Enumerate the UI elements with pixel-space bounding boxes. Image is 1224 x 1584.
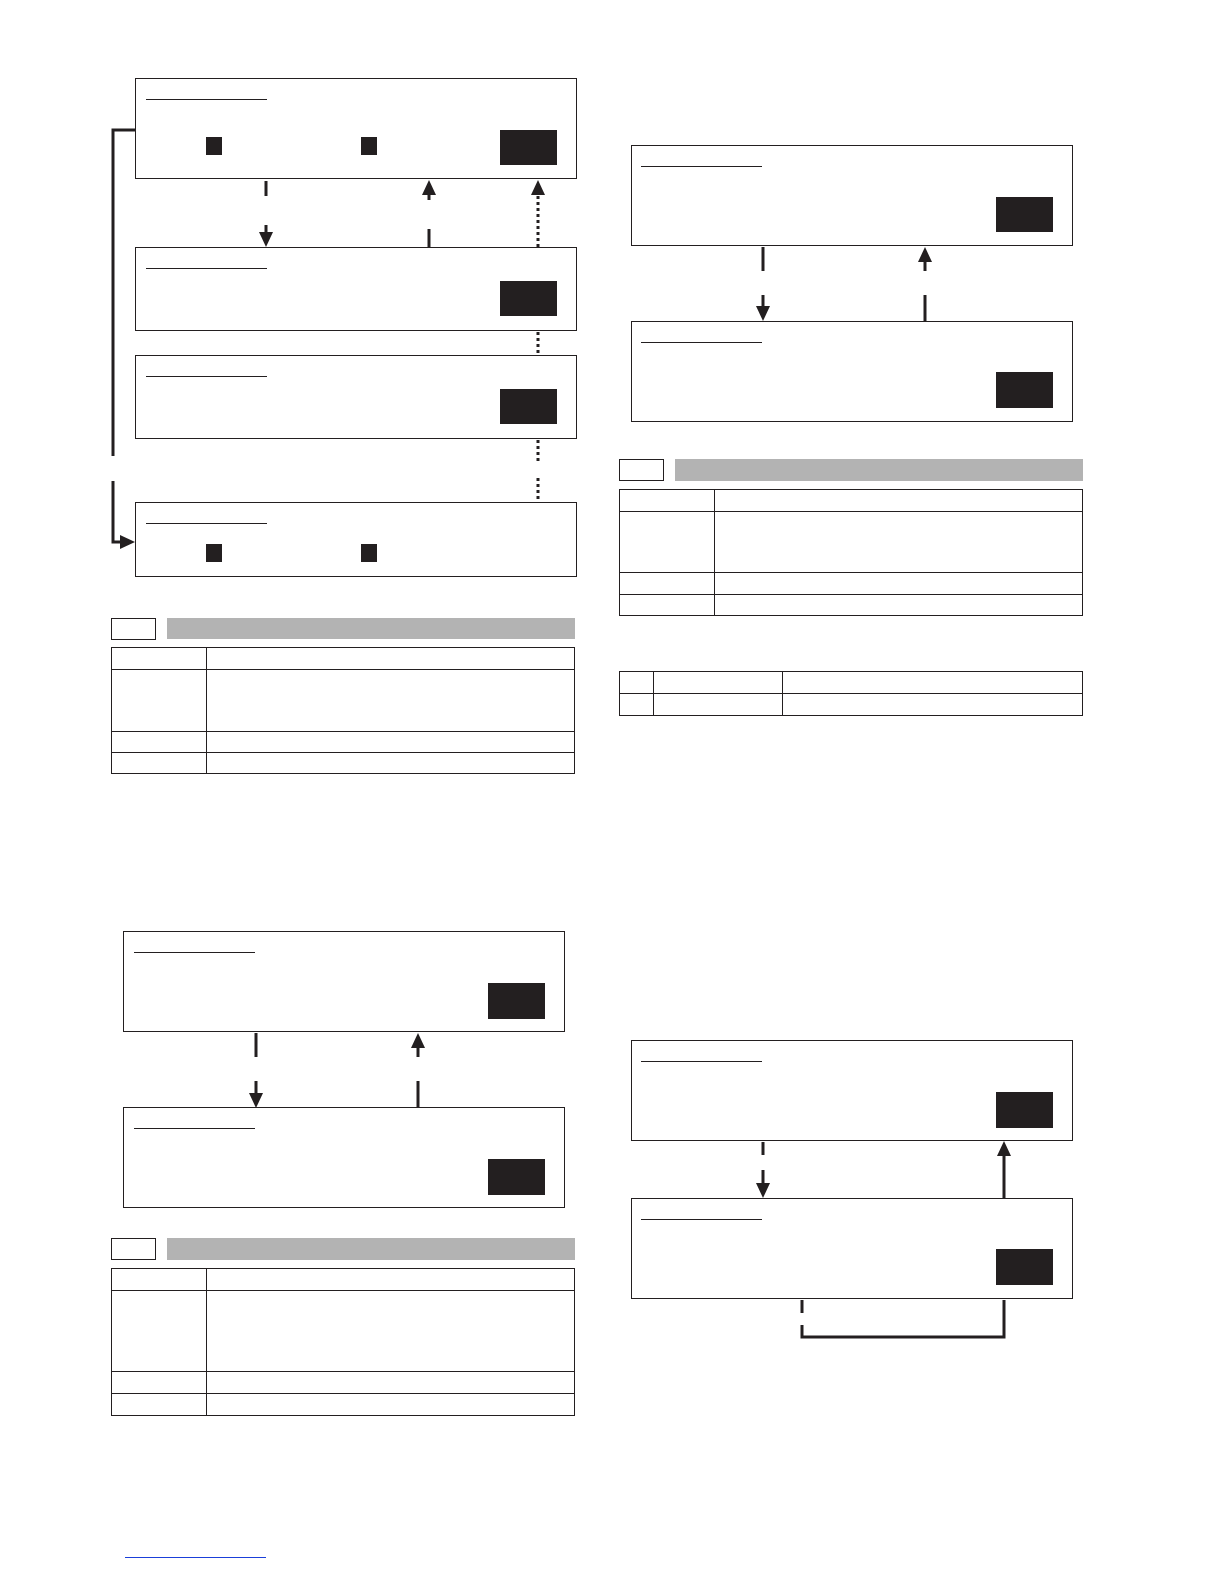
arrow-head-down: [259, 232, 273, 247]
arrow-head-up: [411, 1033, 425, 1048]
arrow-head-up: [422, 180, 436, 195]
arrow-head-up: [918, 247, 932, 262]
arrow-head-down: [249, 1093, 263, 1108]
return-bracket: [802, 1300, 1004, 1337]
loop-bracket: [113, 481, 124, 542]
loop-bracket: [113, 130, 135, 456]
arrow-head-down: [756, 306, 770, 321]
arrow-head-down: [756, 1183, 770, 1198]
arrow-head-right: [120, 535, 135, 549]
arrow-head-up: [531, 180, 545, 195]
arrow-head-up: [997, 1141, 1011, 1156]
